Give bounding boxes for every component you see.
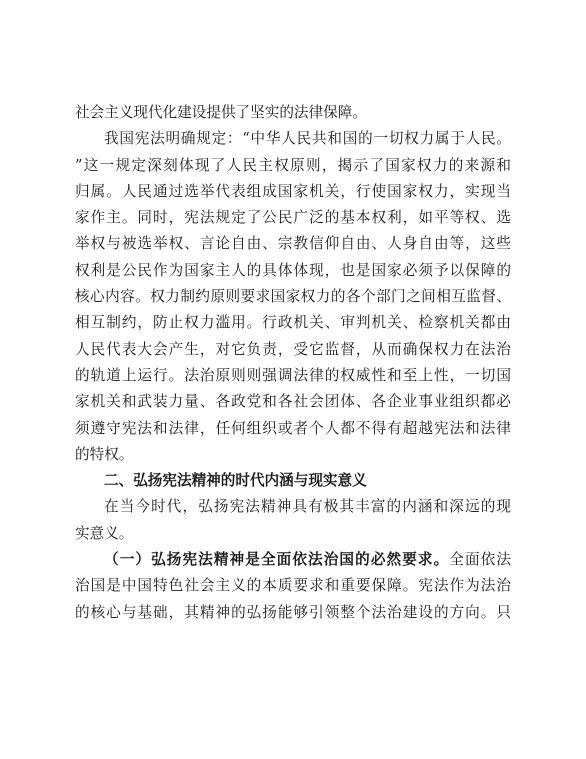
body-line: 举权与被选举权、言论自由、宗教信仰自由、人身自由等，这些	[75, 235, 511, 253]
body-line: 社会主义现代化建设提供了坚实的法律保障。	[75, 104, 367, 121]
subsection-lead: （一）弘扬宪法精神是全面依法治国的必然要求。	[104, 551, 450, 569]
body-line: 归属。人民通过选举代表组成国家机关，行使国家权力，实现当	[75, 182, 511, 200]
body-line: 治国是中国特色社会主义的本质要求和重要保障。宪法作为法治	[75, 577, 511, 595]
body-line: 实意义。	[75, 524, 134, 542]
body-line: 我国宪法明确规定：“中华人民共和国的一切权力属于人民。	[104, 130, 511, 148]
body-line: 权利是公民作为国家主人的具体体现，也是国家必须予以保障的	[75, 261, 511, 279]
body-line: 在当今时代，弘扬宪法精神具有极其丰富的内涵和深远的现	[104, 498, 511, 516]
body-line: 的轨道上运行。法治原则则强调法律的权威性和至上性，一切国	[75, 366, 511, 384]
body-line: 核心内容。权力制约原则要求国家权力的各个部门之间相互监督、	[75, 288, 511, 306]
body-text: 全面依法	[449, 551, 511, 569]
body-line: ”这一规定深刻体现了人民主权原则，揭示了国家权力的来源和	[75, 156, 511, 174]
body-line: 家机关和武装力量、各政党和各社会团体、各企业事业组织都必	[75, 393, 511, 411]
document-page	[75, 100, 511, 626]
body-line: 人民代表大会产生，对它负责，受它监督，从而确保权力在法治	[75, 340, 511, 358]
body-line	[75, 547, 511, 573]
body-line: 的核心与基础，其精神的弘扬能够引领整个法治建设的方向。只	[75, 603, 511, 621]
body-line: 相互制约，防止权力滥用。行政机关、审判机关、检察机关都由	[75, 314, 511, 332]
body-line: 家作主。同时，宪法规定了公民广泛的基本权利，如平等权、选	[75, 209, 511, 227]
body-line: 的特权。	[75, 445, 134, 463]
section-heading: 二、弘扬宪法精神的时代内涵与现实意义	[104, 472, 367, 490]
body-line: 须遵守宪法和法律，任何组织或者个人都不得有超越宪法和法律	[75, 419, 511, 437]
